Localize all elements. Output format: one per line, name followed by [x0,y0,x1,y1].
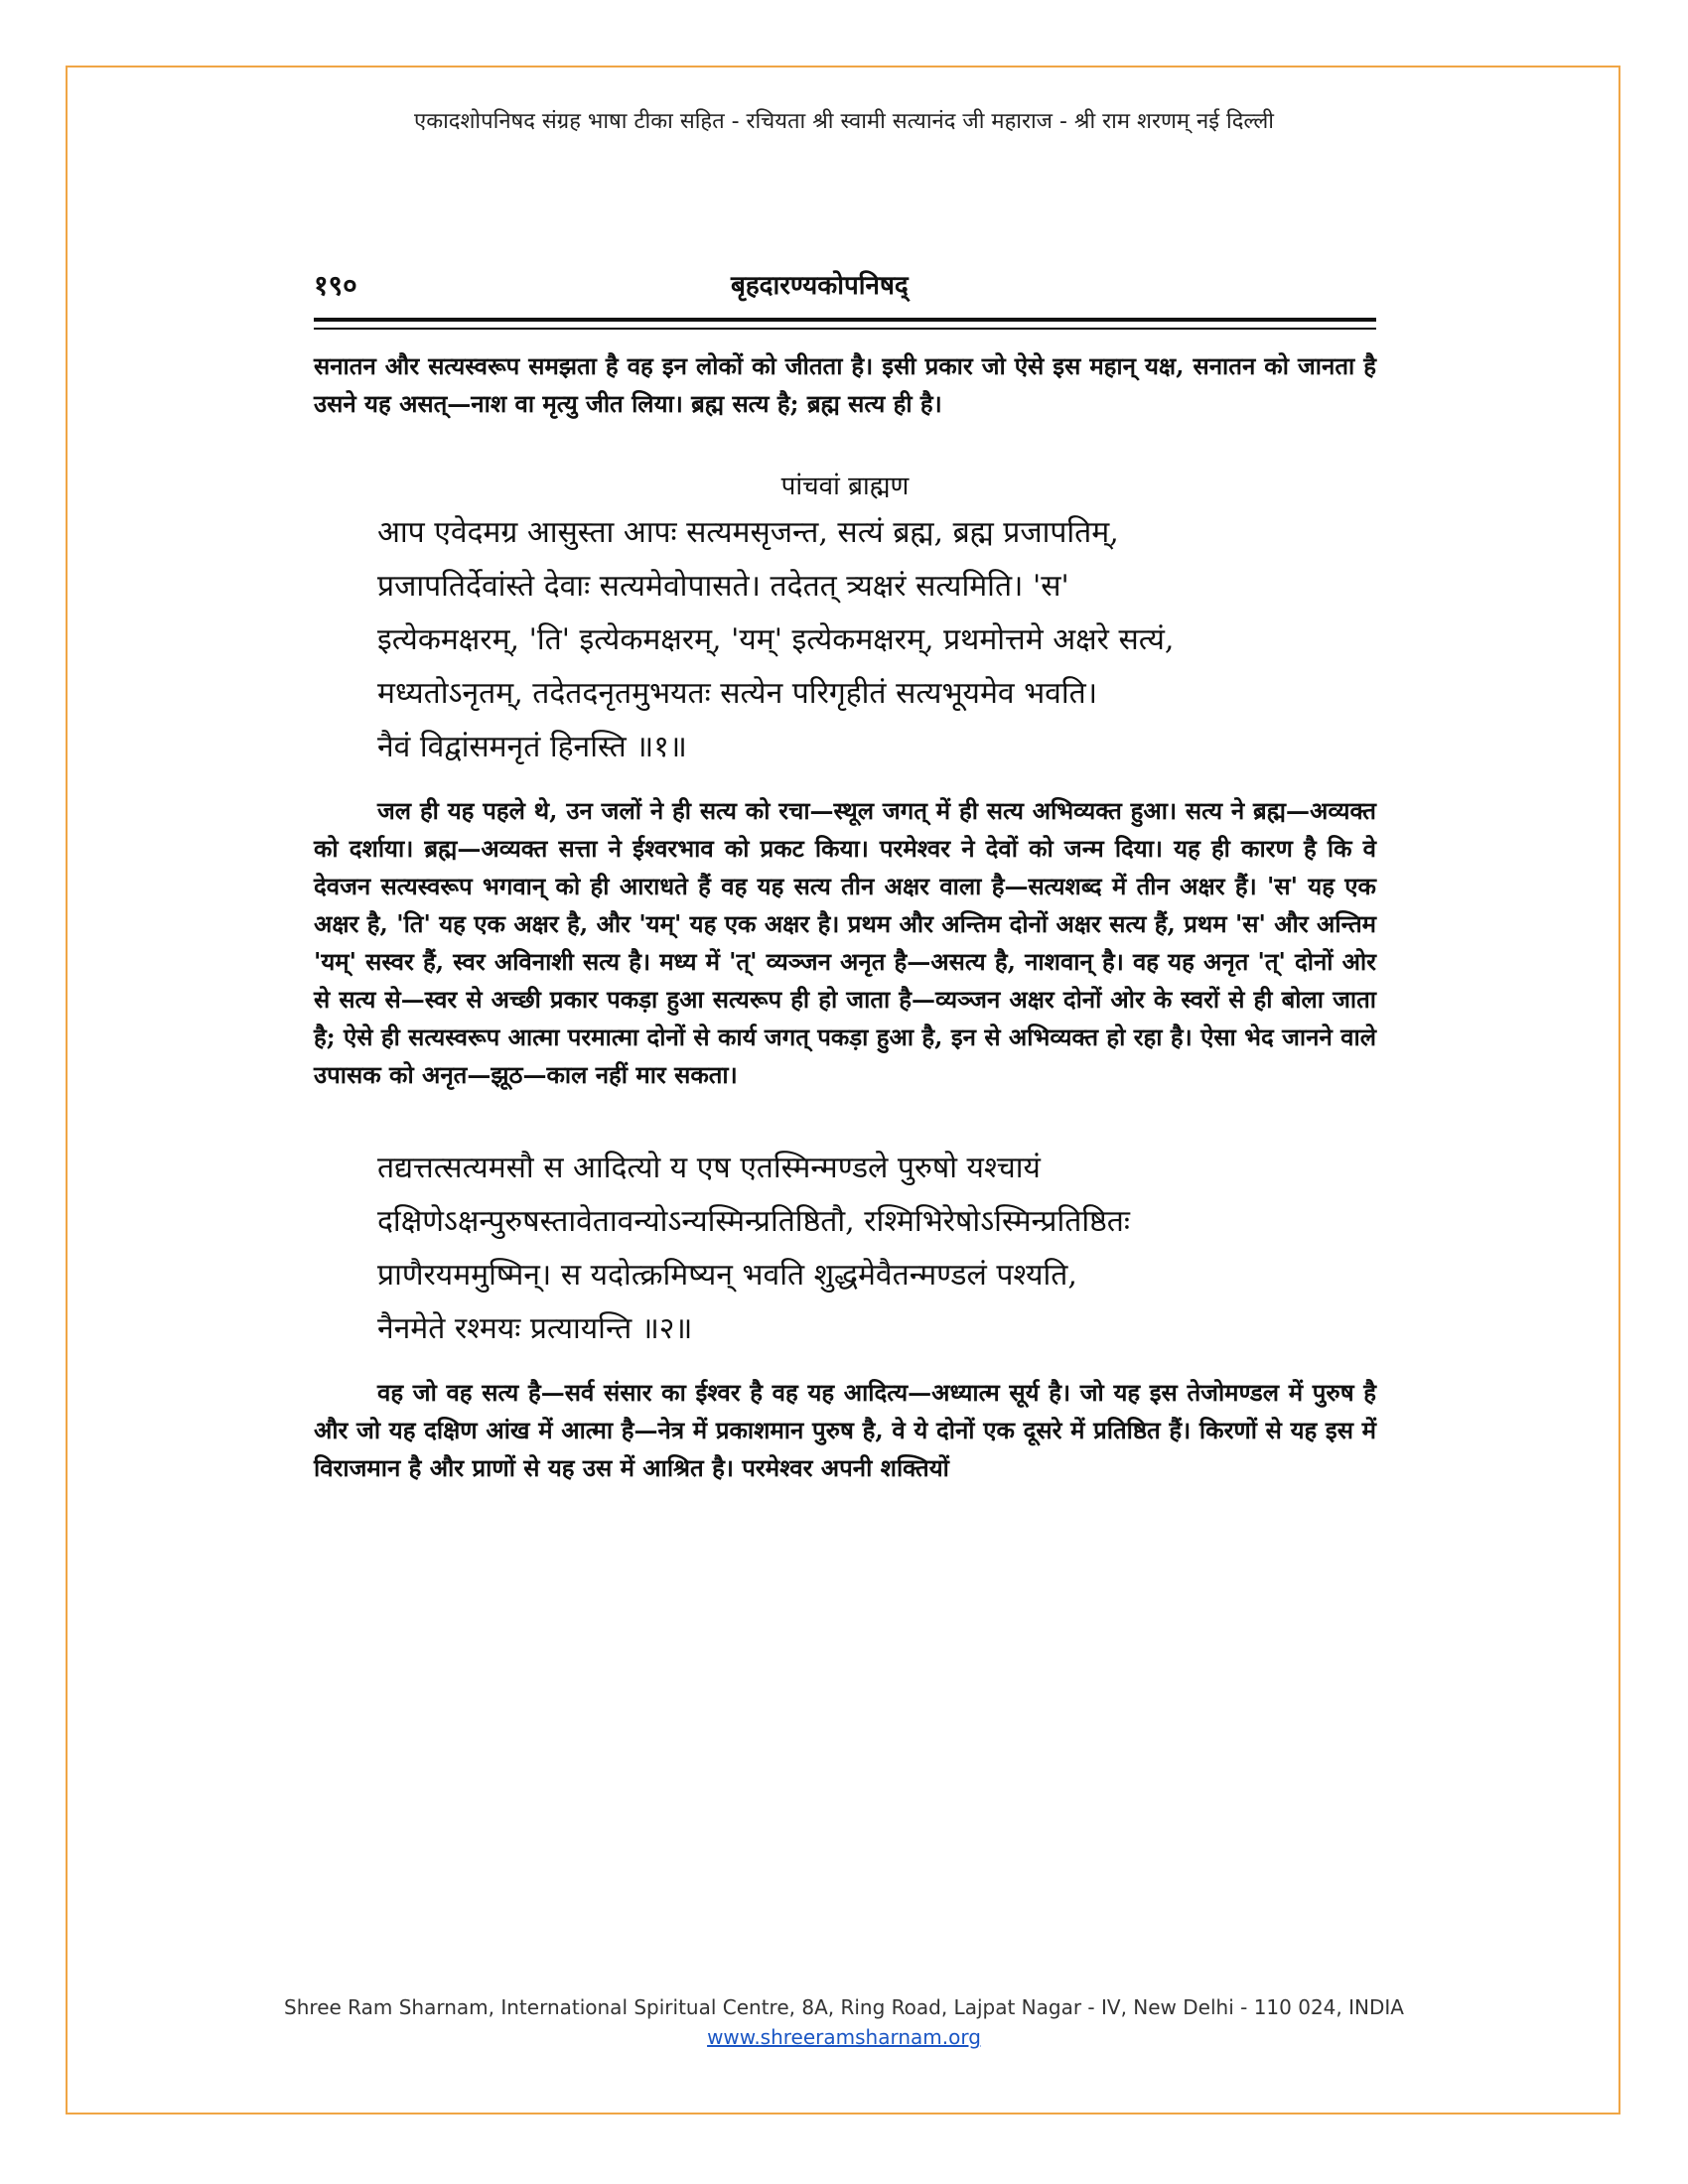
verse-1-line: मध्यतोऽनृतम्, तदेतदनृतमुभयतः सत्येन परिगृहीतं सत्यभूयमेव भवति। [377,676,1098,711]
verse-2-line: प्राणैरयममुष्मिन्। स यदोत्क्रमिष्यन् भवति शुद्धमेवैतन्मण्डलं पश्यति, [377,1258,1077,1293]
verse-1-line: नैवं विद्वांसमनृतं हिनस्ति ॥१॥ [377,730,687,764]
footer-website-link[interactable]: www.shreeramsharnam.org [707,2025,981,2049]
page-number: १९० [314,269,357,302]
scanned-page [314,260,1376,1487]
document-footer [0,1995,1688,2049]
section-title: पांचवां ब्राह्मण [780,472,910,501]
verse-1 [314,506,1376,774]
verse-1-line: इत्येकमक्षरम्, 'ति' इत्येकमक्षरम्, 'यम्' इत्येकमक्षरम्, प्रथमोत्तमे अक्षरे सत्यं, [377,622,1175,657]
verse-1-line: आप एवेदमग्र आसुस्ता आपः सत्यमसृजन्त, सत्यं ब्रह्म, ब्रह्म प्रजापतिम्, [377,515,1119,550]
intro-paragraph: सनातन और सत्यस्वरूप समझता है वह इन लोकों को जीतता है। इसी प्रकार जो ऐसे इस महान् यक्ष, सनातन को जानता है उसने यह असत्—नाश वा मृत्यु जीत लिया। ब्रह्म सत्य है; ब्रह्म सत्य ही है। [314,351,1376,418]
header-rule-thick [314,318,1376,322]
document-header: एकादशोपनिषद संग्रह भाषा टीका सहित - रचियता श्री स्वामी सत्यानंद जी महाराज - श्री राम शरणम् नई दिल्ली [414,109,1274,134]
verse-2-line: नैनमेते रश्मयः प्रत्यायन्ति ॥२॥ [377,1311,693,1346]
commentary-2: वह जो वह सत्य है—सर्व संसार का ईश्वर है वह यह आदित्य—अध्यात्म सूर्य है। जो यह इस तेजोमण्डल में पुरुष है और जो यह दक्षिण आंख में आत्मा है—नेत्र में प्रकाशमान पुरुष है, वे ये दोनों एक दूसरे में प्रतिष्ठित हैं। किरणों से यह इस में विराजमान है और प्राणों से यह उस में आश्रित है। परमेश्वर अपनी शक्तियों [314,1378,1376,1482]
verse-1-line: प्रजापतिर्देवांस्ते देवाः सत्यमेवोपासते। तदेतत् त्र्यक्षरं सत्यमिति। 'स' [377,569,1069,604]
verse-2-line: तद्यत्तत्सत्यमसौ स आदित्यो य एष एतस्मिन्मण्डले पुरुषो यश्चायं [377,1151,1041,1185]
verse-2-line: दक्षिणेऽक्षन्पुरुषस्तावेतावन्योऽन्यस्मिन्प्रतिष्ठितौ, रश्मिभिरेषोऽस्मिन्प्रतिष्ठितः [377,1204,1130,1239]
running-title: बृहदारण्यकोपनिषद् [731,271,909,301]
verse-2 [314,1142,1376,1356]
page-head [314,260,1376,310]
commentary-1: जल ही यह पहले थे, उन जलों ने ही सत्य को रचा—स्थूल जगत् में ही सत्य अभिव्यक्त हुआ। सत्य ने ब्रह्म—अव्यक्त को दर्शाया। ब्रह्म—अव्यक्त सत्ता ने ईश्वरभाव को प्रकट किया। परमेश्वर ने देवों को जन्म दिया। यह ही कारण है कि वे देवजन सत्यस्वरूप भगवान् को ही आराधते हैं वह यह सत्य तीन अक्षर वाला है—सत्यशब्द में तीन अक्षर हैं। 'स' यह एक अक्षर है, 'ति' यह एक अक्षर है, और 'यम्' यह एक अक्षर है। प्रथम और अन्तिम दोनों अक्षर सत्य हैं, प्रथम 'स' और अन्तिम 'यम्' सस्वर हैं, स्वर अविनाशी सत्य है। मध्य में 'त्' व्यञ्जन अनृत है—असत्य है, नाशवान् है। वह यह अनृत 'त्' दोनों ओर से सत्य से—स्वर से अच्छी प्रकार पकड़ा हुआ सत्यरूप ही हो जाता है—व्यञ्जन अक्षर दोनों ओर के स्वरों से ही बोला जाता है; ऐसे ही सत्यस्वरूप आत्मा परमात्मा दोनों से कार्य जगत् पकड़ा हुआ है, इन से अभिव्यक्त हो रहा है। ऐसा भेद जानने वाले उपासक को अनृत—झूठ—काल नहीं मार सकता। [314,796,1376,1089]
footer-address: Shree Ram Sharnam, International Spiritual Centre, 8A, Ring Road, Lajpat Nagar - IV, New Delhi - 110 024, INDIA [284,1995,1404,2019]
